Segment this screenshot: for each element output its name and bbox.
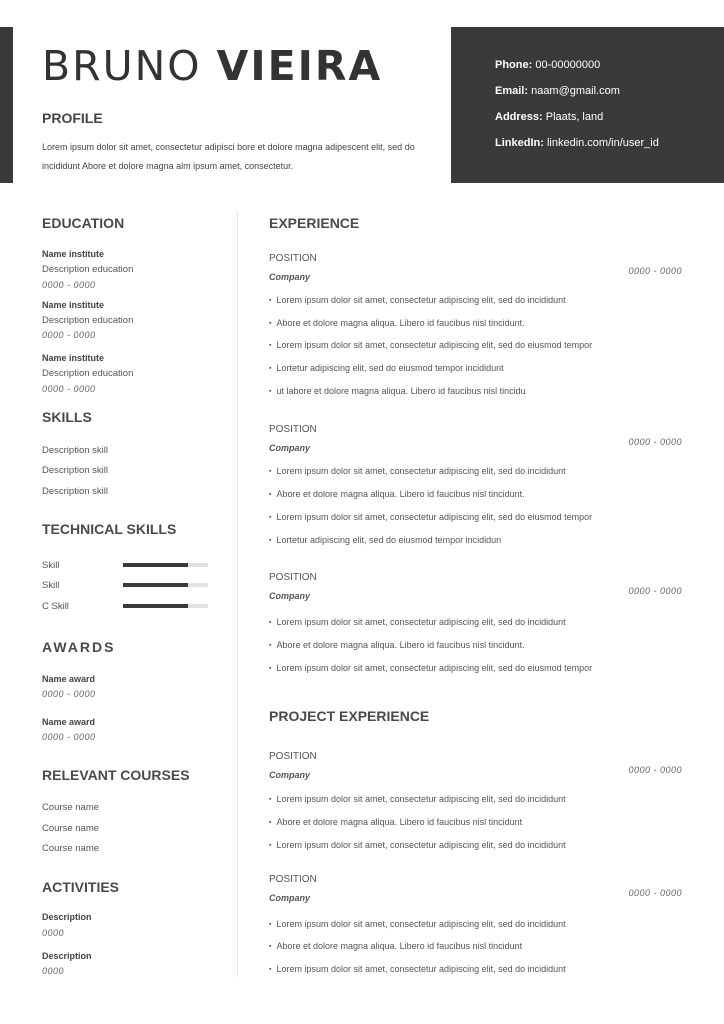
education-description: Description education [42,315,134,326]
skill-level-fill [123,604,188,608]
job-position: POSITION [269,253,317,264]
job-bullet: ▪ Lorem ipsum dolor sit amet, consectetur adipiscing elit, sed do incididunt [269,617,566,627]
awards-heading: AWARDS [42,639,116,655]
award-name: Name award [42,717,96,727]
job-date: 0000 - 0000 [628,266,682,276]
job-bullet: ▪ Abore et dolore magna aliqua. Libero id faucibus nisl tincidunt. [269,640,525,650]
header-accent-bar [0,27,13,183]
job-bullet: ▪ Abore et dolore magna aliqua. Libero id faucibus nisl tincidunt. [269,489,525,499]
job-bullet: ▪ Lorem ipsum dolor sit amet, consectetur adipiscing elit, sed do eiusmod tempor [269,663,592,673]
skill-level-bar [123,563,208,567]
column-divider [237,212,238,977]
project-bullet: ▪ Lorem ipsum dolor sit amet, consectetur adipiscing elit, sed do incididunt [269,964,566,974]
job-bullet: ▪ Lortetur adipiscing elit, sed do eiusmod tempor incididunt [269,363,504,373]
course-name: Course name [42,843,100,854]
activity-description: Description [42,951,92,961]
project-bullet: ▪ Abore et dolore magna aliqua. Libero id faucibus nisl tincidunt [269,941,522,951]
technical-skill-name: Skill [42,580,60,591]
skill-item: Description skill [42,445,108,456]
job-company: Company [269,443,311,453]
job-date: 0000 - 0000 [628,586,682,596]
course-name: Course name [42,802,100,813]
education-institute: Name institute [42,249,105,259]
job-bullet: ▪ Lorem ipsum dolor sit amet, consectetur adipiscing elit, sed do eiusmod tempor [269,512,592,522]
job-date: 0000 - 0000 [628,437,682,447]
contact-email: Email: naam@gmail.com [495,85,620,97]
activity-date: 0000 [42,966,65,976]
activity-description: Description [42,912,92,922]
project-date: 0000 - 0000 [628,888,682,898]
job-bullet: ▪ ut labore et dolore magna aliqua. Libero id faucibus nisl tincidu [269,386,526,396]
education-institute: Name institute [42,300,105,310]
courses-heading: RELEVANT COURSES [42,767,190,783]
profile-heading: PROFILE [42,110,103,126]
job-bullet: ▪ Lorem ipsum dolor sit amet, consectetur adipiscing elit, sed do incididunt [269,295,566,305]
technical-skill-name: Skill [42,560,60,571]
profile-text: Lorem ipsum dolor sit amet, consectetur adipisci bore et dolore magna adipescent elit, sed do incididunt Abore et dolore magna alm ipsum amet, consectetur. [42,142,415,171]
technical-skills-heading: TECHNICAL SKILLS [42,521,177,537]
education-date: 0000 - 0000 [42,280,96,290]
award-date: 0000 - 0000 [42,732,96,742]
experience-heading: EXPERIENCE [269,215,360,231]
project-position: POSITION [269,874,317,885]
education-description: Description education [42,368,134,379]
job-company: Company [269,591,311,601]
education-heading: EDUCATION [42,215,125,231]
project-company: Company [269,770,311,780]
technical-skill-name: C Skill [42,601,69,612]
skill-item: Description skill [42,486,108,497]
first-name: BRUNO [42,42,202,90]
contact-panel [451,27,724,183]
project-company: Company [269,893,311,903]
project-bullet: ▪ Lorem ipsum dolor sit amet, consectetur adipiscing elit, sed do incididunt [269,919,566,929]
skills-heading: SKILLS [42,409,92,425]
education-description: Description education [42,264,134,275]
skill-level-bar [123,583,208,587]
activities-heading: ACTIVITIES [42,879,120,895]
skill-level-bar [123,604,208,608]
job-bullet: ▪ Lorem ipsum dolor sit amet, consectetur adipiscing elit, sed do incididunt [269,466,566,476]
last-name: VIEIRA [216,42,383,90]
project-bullet: ▪ Abore et dolore magna aliqua. Libero id faucibus nisl tincidunt [269,817,522,827]
job-company: Company [269,272,311,282]
award-name: Name award [42,674,96,684]
job-position: POSITION [269,572,317,583]
contact-phone: Phone: 00-00000000 [495,59,601,71]
skill-level-fill [123,583,188,587]
education-date: 0000 - 0000 [42,384,96,394]
skill-item: Description skill [42,465,108,476]
contact-linkedin: LinkedIn: linkedin.com/in/user_id [495,137,659,149]
skill-level-fill [123,563,188,567]
candidate-name [42,44,382,88]
job-bullet: ▪ Lorem ipsum dolor sit amet, consectetur adipiscing elit, sed do eiusmod tempor [269,340,592,350]
job-bullet: ▪ Lortetur adipiscing elit, sed do eiusmod tempor incididun [269,535,501,545]
education-institute: Name institute [42,353,105,363]
award-date: 0000 - 0000 [42,689,96,699]
course-name: Course name [42,823,100,834]
project-position: POSITION [269,751,317,762]
activity-date: 0000 [42,928,65,938]
contact-address: Address: Plaats, land [495,111,604,123]
job-position: POSITION [269,424,317,435]
project-date: 0000 - 0000 [628,765,682,775]
project-bullet: ▪ Lorem ipsum dolor sit amet, consectetur adipiscing elit, sed do incididunt [269,840,566,850]
education-date: 0000 - 0000 [42,330,96,340]
job-bullet: ▪ Abore et dolore magna aliqua. Libero id faucibus nisl tincidunt. [269,318,525,328]
project-bullet: ▪ Lorem ipsum dolor sit amet, consectetur adipiscing elit, sed do incididunt [269,794,566,804]
project-experience-heading: PROJECT EXPERIENCE [269,708,430,724]
